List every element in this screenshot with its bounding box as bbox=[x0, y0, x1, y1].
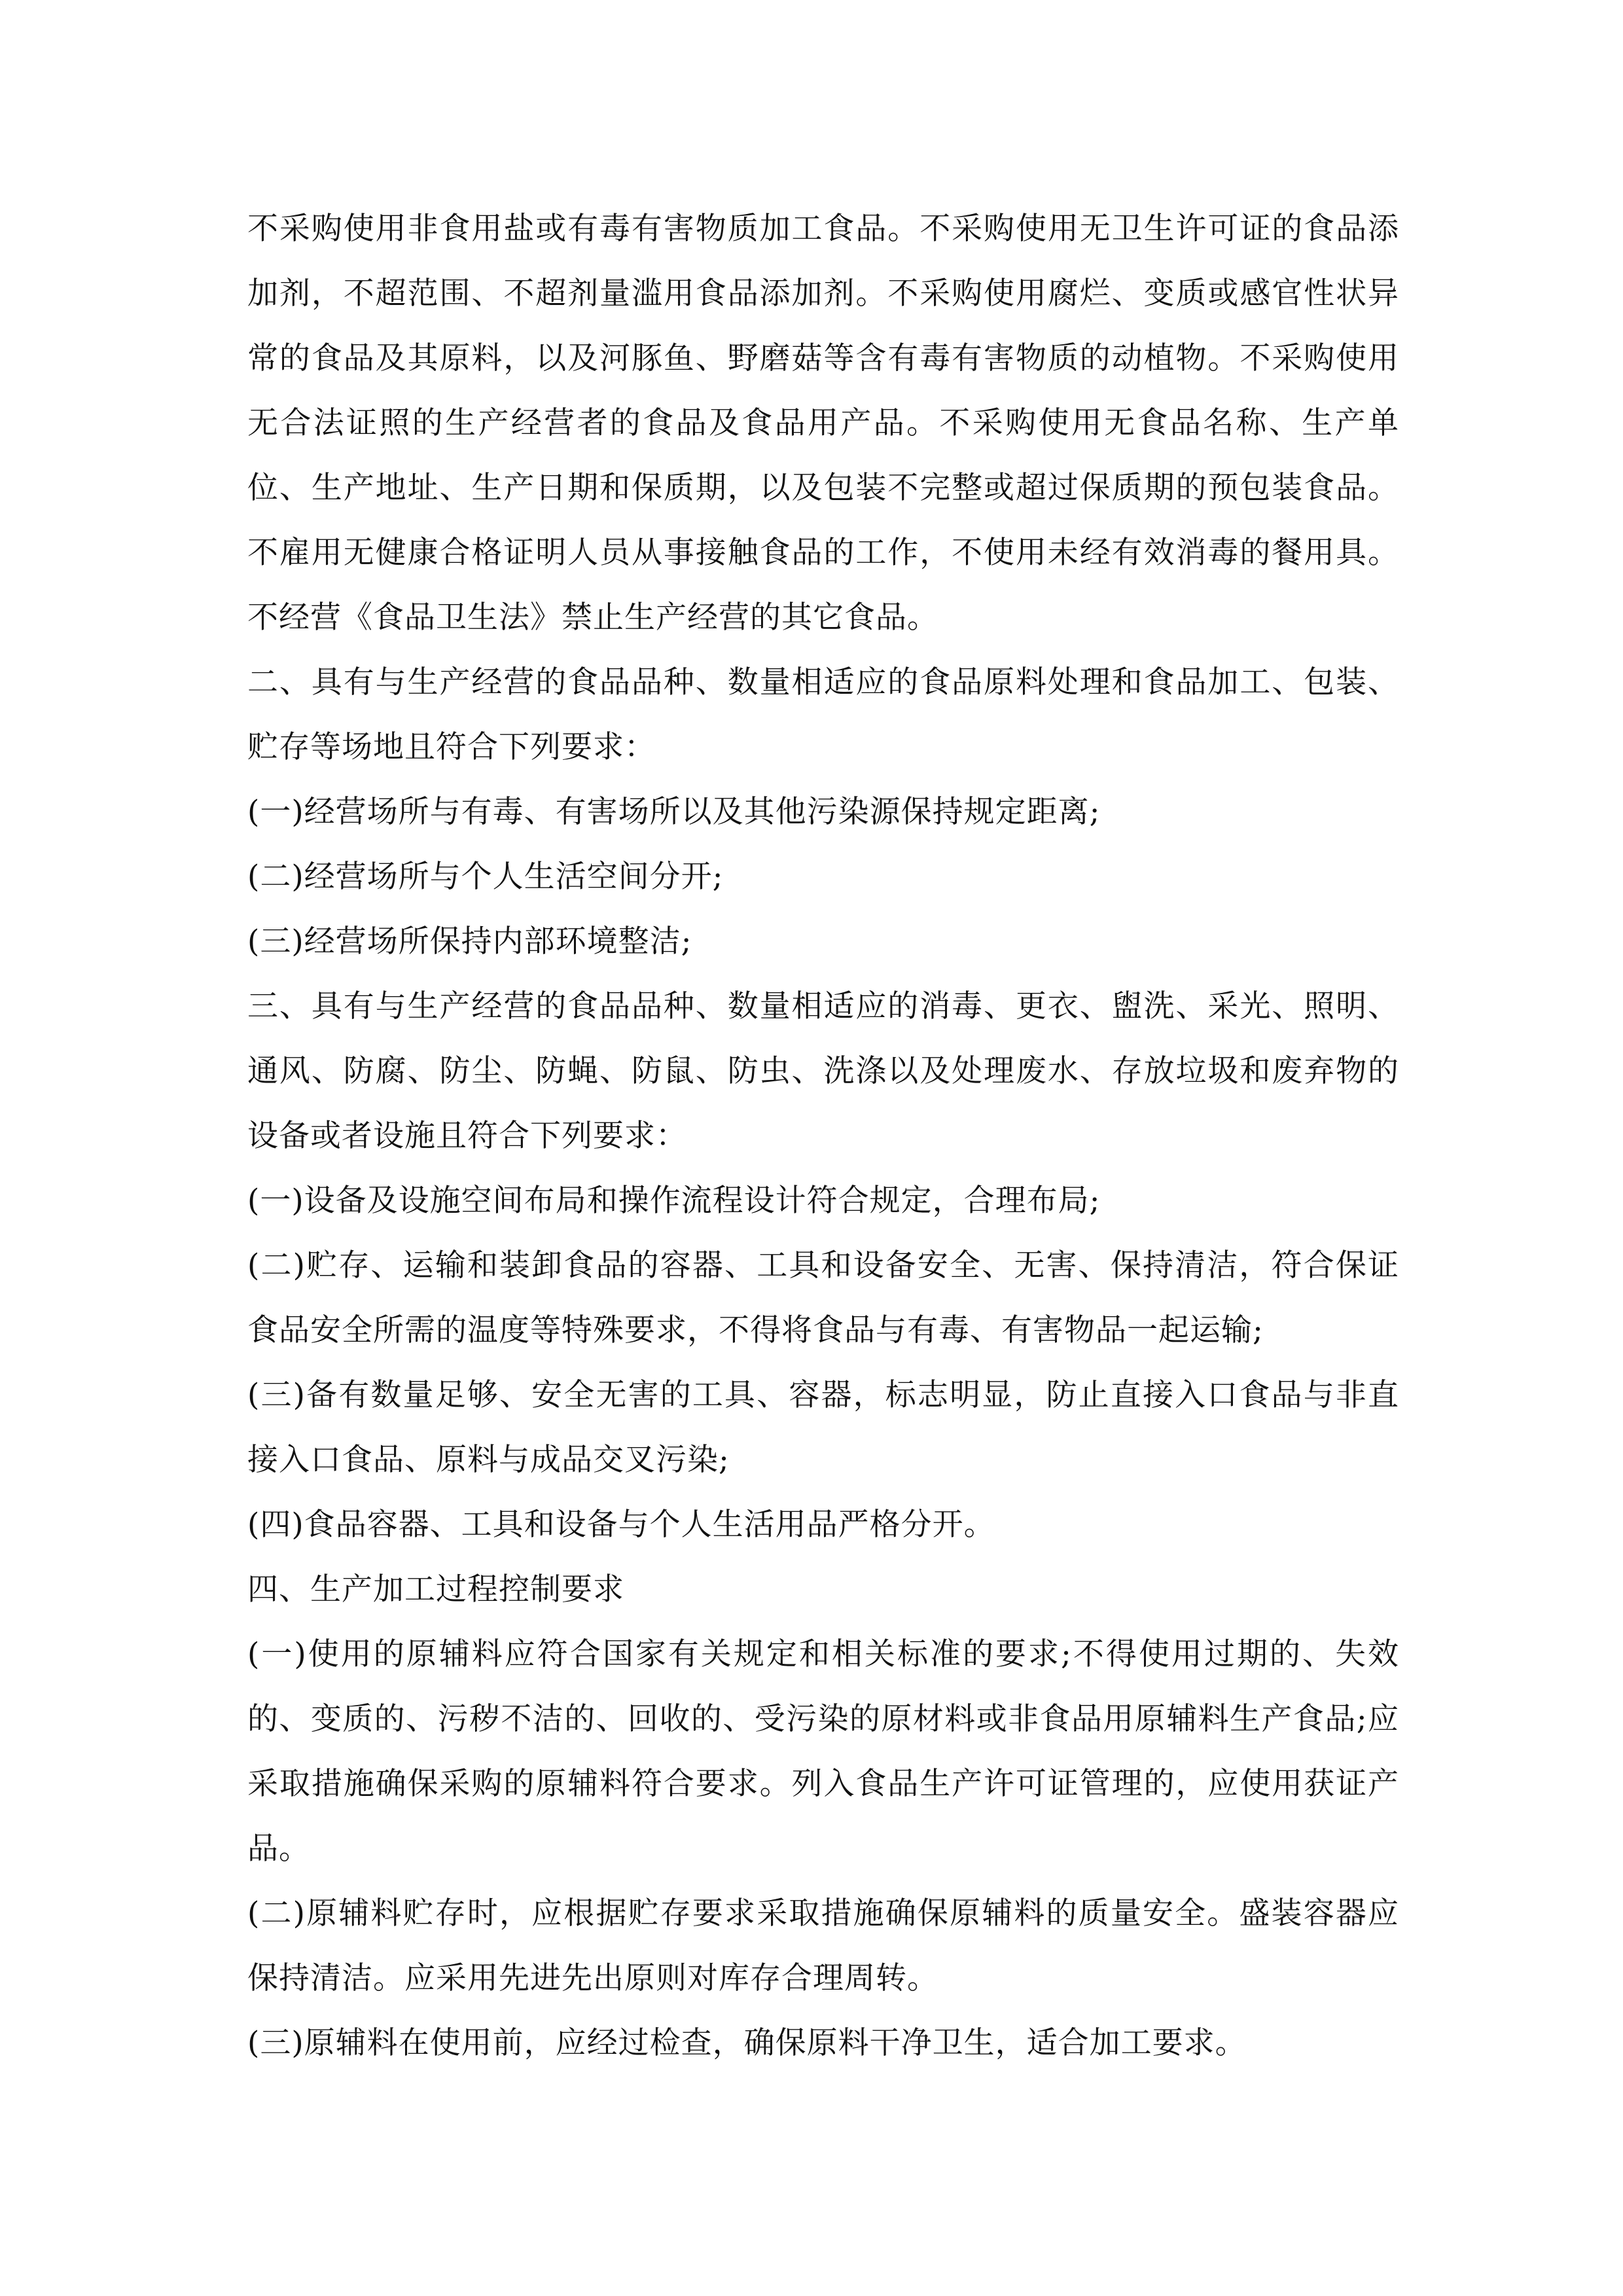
paragraph-section-4-item-2: (二)原辅料贮存时，应根据贮存要求采取措施确保原辅料的质量安全。盛装容器应保持清洁。应采用先进先出原则对库存合理周转。 bbox=[247, 1895, 1399, 1996]
paragraph-section-4-item-3: (三)原辅料在使用前，应经过检查，确保原料干净卫生，适合加工要求。 bbox=[247, 2025, 1247, 2061]
paragraph-section-3-item-3: (三)备有数量足够、安全无害的工具、容器，标志明显，防止直接入口食品与非直接入口食品、原料与成品交叉污染; bbox=[247, 1377, 1399, 1478]
paragraph-section-4-heading: 四、生产加工过程控制要求 bbox=[247, 1571, 624, 1607]
paragraph-procurement-rules: 不采购使用非食用盐或有毒有害物质加工食品。不采购使用无卫生许可证的食品添加剂，不超范围、不超剂量滥用食品添加剂。不采购使用腐烂、变质或感官性状异常的食品及其原料，以及河豚鱼、野磨菇等含有毒有害物质的动植物。不采购使用无合法证照的生产经营者的食品及食品用产品。不采购使用无食品名称、生产单位、生产地址、生产日期和保质期，以及包装不完整或超过保质期的预包装食品。不雇用无健康合格证明人员从事接触食品的工作，不使用未经有效消毒的餐用具。不经营《食品卫生法》禁止生产经营的其它食品。 bbox=[247, 211, 1399, 636]
paragraph-section-2-heading: 二、具有与生产经营的食品品种、数量相适应的食品原料处理和食品加工、包装、贮存等场地且符合下列要求： bbox=[247, 664, 1399, 765]
paragraph-section-2-item-2: (二)经营场所与个人生活空间分开; bbox=[247, 859, 724, 895]
paragraph-section-2-item-3: (三)经营场所保持内部环境整洁; bbox=[247, 924, 692, 960]
paragraph-section-2-item-1: (一)经营场所与有毒、有害场所以及其他污染源保持规定距离; bbox=[247, 794, 1101, 830]
paragraph-section-3-item-2: (二)贮存、运输和装卸食品的容器、工具和设备安全、无害、保持清洁，符合保证食品安全所需的温度等特殊要求，不得将食品与有毒、有害物品一起运输; bbox=[247, 1247, 1399, 1348]
paragraph-section-3-heading: 三、具有与生产经营的食品品种、数量相适应的消毒、更衣、盥洗、采光、照明、通风、防腐、防尘、防蝇、防鼠、防虫、洗涤以及处理废水、存放垃圾和废弃物的设备或者设施且符合下列要求： bbox=[247, 988, 1399, 1154]
document-body bbox=[247, 196, 1399, 2075]
paragraph-section-3-item-4: (四)食品容器、工具和设备与个人生活用品严格分开。 bbox=[247, 1507, 995, 1543]
paragraph-section-3-item-1: (一)设备及设施空间布局和操作流程设计符合规定，合理布局; bbox=[247, 1183, 1101, 1219]
paragraph-section-4-item-1: (一)使用的原辅料应符合国家有关规定和相关标准的要求;不得使用过期的、失效的、变质的、污秽不洁的、回收的、受污染的原材料或非食品用原辅料生产食品;应采取措施确保采购的原辅料符合要求。列入食品生产许可证管理的，应使用获证产品。 bbox=[247, 1636, 1399, 1867]
